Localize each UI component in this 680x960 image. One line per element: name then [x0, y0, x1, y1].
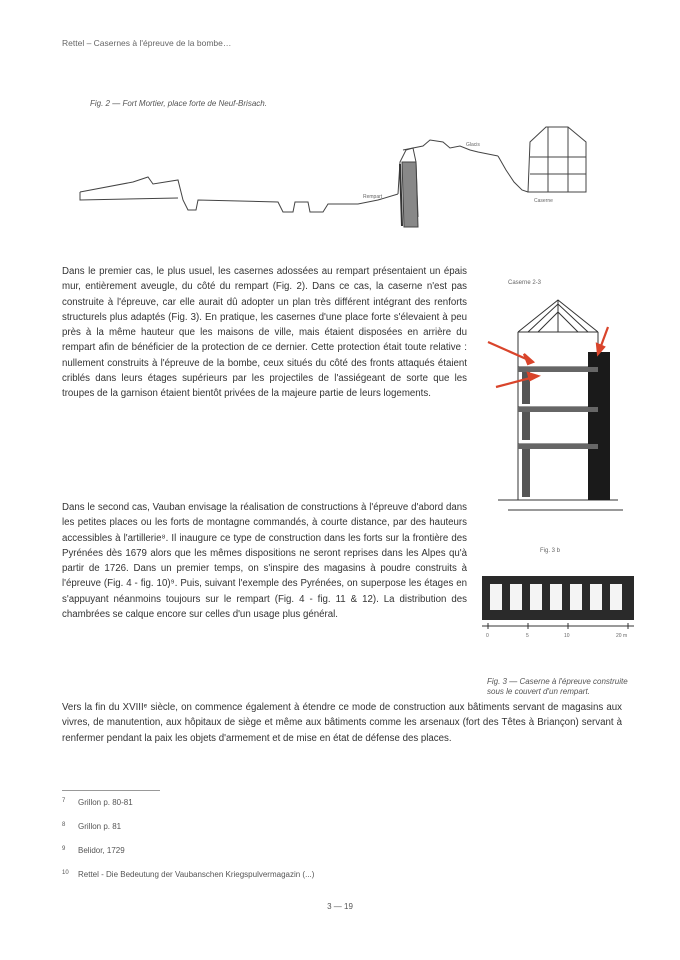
figure-3-section — [478, 272, 638, 522]
running-head: Rettel – Casernes à l'épreuve de la bombe… — [62, 38, 232, 48]
footnote — [62, 798, 562, 822]
footnote-text: Grillon p. 80-81 — [78, 798, 133, 807]
footnote — [62, 846, 562, 870]
paragraph-2: Dans le second cas, Vauban envisage la réalisation de constructions à l'épreuve d'abord dans les petites places ou les forts de montagne commandés, à courte distance, par des hauteurs accessibles à l'artillerie⁸. Il inaugure ce type de construction dans les forts sur la frontière des Pyrénées dès 1679 alors que les mêmes dispositions ne seront reprises dans les Alpes qu'à partir de 1726. Dans un premier temps, on s'inspire des magasins à poudre construits à l'épreuve (Fig. 4 - fig. 10)⁹. Puis, suivant l'exemple des Pyrénées, on superpose les étages en s'appuyant néanmoins toujours sur le rempart (Fig. 4 - fig. 11 & 12). La distribution des chambrées se calque encore sur celles d'un usage plus général. — [62, 502, 467, 621]
footnote-text: Grillon p. 81 — [78, 822, 122, 831]
footnote-divider — [62, 790, 160, 791]
footnotes-list — [62, 798, 562, 894]
scale-label: 0 — [486, 633, 489, 639]
page-number: 3 — 19 — [327, 902, 353, 911]
footnote-number: 8 — [62, 822, 66, 828]
footnote-text: Rettel - Die Bedeutung der Vaubanschen Kriegspulvermagazin (...) — [78, 870, 315, 879]
footnote-number: 9 — [62, 846, 66, 852]
figure-3-elevation — [478, 540, 638, 650]
figure-3-top-label: Caserne 2-3 — [508, 280, 542, 286]
footnote-number: 7 — [62, 798, 66, 804]
footnote-text: Belidor, 1729 — [78, 846, 125, 855]
figure-2-cross-section — [78, 122, 613, 232]
paragraph-1: Dans le premier cas, le plus usuel, les casernes adossées au rempart présentaient un épais mur, entièrement aveugle, du côté du rempart (Fig. 2). Dans ce cas, la caserne n'est pas construite à l'épreuve, car elle aurait dû adopter un plan très différent intégrant des renforts structurels plus adaptés (Fig. 3). En pratique, les casernes d'une place forte s'élevaient à peu près à la même hauteur que les maisons de ville, mais étaient disposées en arrière du rempart afin de bénéficier de la protection de ce dernier. Cette protection était toute relative : nullement construits à l'épreuve de la bombe, ceux situés du côté des fronts attaqués étaient criblés dans leurs étages supérieurs par les projectiles de l'assiégeant de sorte que les troupes de la garnison étaient bientôt privées de la majeure partie de leurs logements. — [62, 266, 467, 400]
figure-3-caption: Fig. 3 — Caserne à l'épreuve construite sous le couvert d'un rempart. — [487, 677, 628, 696]
scale-label: 5 — [526, 633, 529, 639]
scale-label: 20 m — [616, 633, 628, 639]
footnote-number: 10 — [62, 870, 69, 876]
paragraph-3: Vers la fin du XVIIIᵉ siècle, on commence également à étendre ce mode de construction aux bâtiments servant de magasins aux vivres, de manutention, aux hôpitaux de siège et même aux bâtiments comme les arsenaux (fort des Têtes à Briançon) servant à renfermer pendant la paix les objets d'armement et de mise en état de défense des places. — [62, 702, 622, 744]
footnote — [62, 822, 562, 846]
footnote — [62, 870, 562, 894]
figure-2-label: Caserne — [534, 198, 553, 204]
figure-2-label: Rempart — [363, 194, 383, 200]
figure-3-bottom-label: Fig. 3 b — [540, 548, 561, 554]
scale-label: 10 — [564, 633, 570, 639]
figure-2-caption: Fig. 2 — Fort Mortier, place forte de Neuf-Brisach. — [90, 99, 267, 108]
figure-2-label: Glacis — [466, 142, 480, 148]
